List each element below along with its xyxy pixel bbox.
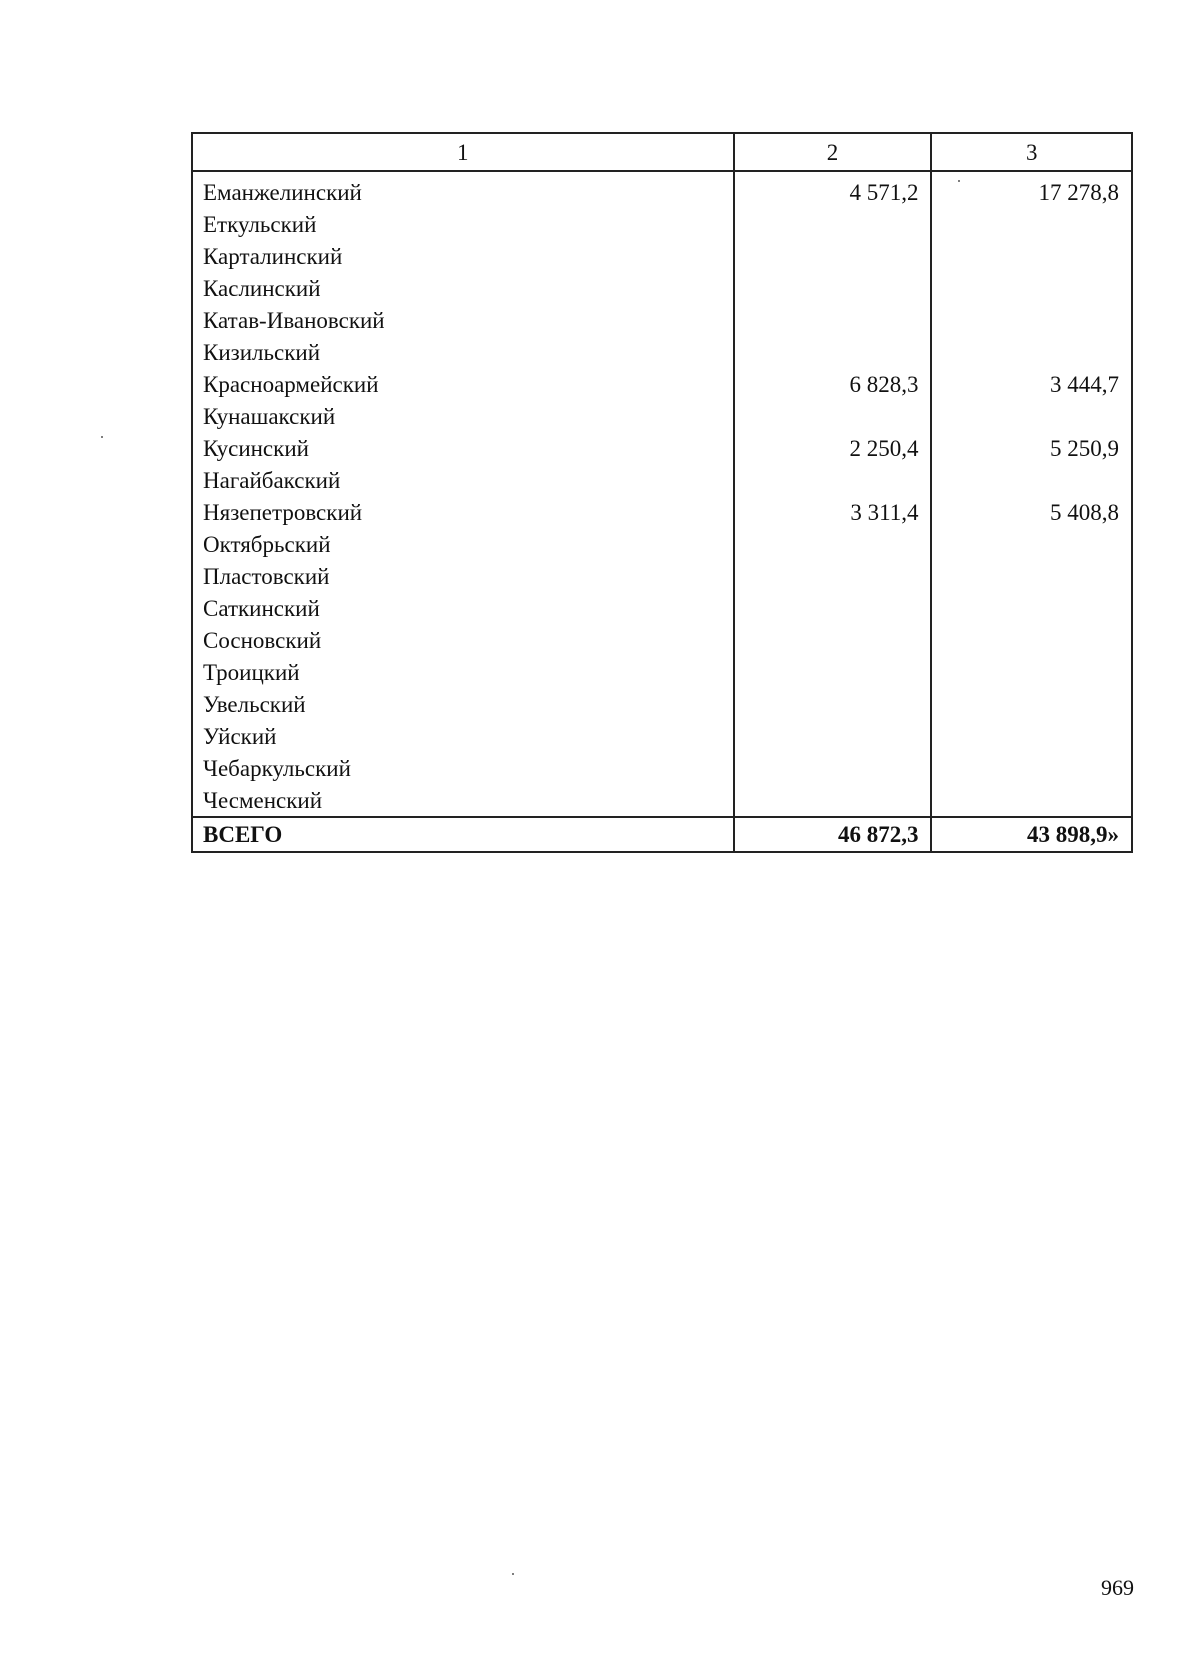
table-row <box>192 432 1132 464</box>
value-col-2 <box>734 464 932 496</box>
district-name: Еманжелинский <box>203 179 362 205</box>
value-col-3 <box>931 464 1132 496</box>
table-row <box>192 752 1132 784</box>
value-col-2 <box>734 688 932 720</box>
district-name: Каслинский <box>203 275 321 301</box>
value-col-3 <box>931 208 1132 240</box>
table-row <box>192 171 1132 208</box>
table-row <box>192 368 1132 400</box>
table-row <box>192 400 1132 432</box>
header-col-2: 2 <box>734 133 932 171</box>
district-name: Кусинский <box>203 435 309 461</box>
value-col-2 <box>734 720 932 752</box>
table-row <box>192 528 1132 560</box>
district-name: Уйский <box>203 723 277 749</box>
value-col-2: 6 828,3 <box>734 368 932 400</box>
value-col-3 <box>931 752 1132 784</box>
table-row <box>192 304 1132 336</box>
value-col-3 <box>931 592 1132 624</box>
district-name: Катав-Ивановский <box>203 307 385 333</box>
value-col-3: 5 408,8 <box>931 496 1132 528</box>
district-name: Красноармейский <box>203 371 379 397</box>
district-name: Октябрьский <box>203 531 331 557</box>
district-name: Кунашакский <box>203 403 336 429</box>
value-col-2: 3 311,4 <box>734 496 932 528</box>
value-col-2 <box>734 336 932 368</box>
value-col-2 <box>734 592 932 624</box>
district-name: Чебаркульский <box>203 755 351 781</box>
value-col-2 <box>734 560 932 592</box>
value-col-3 <box>931 656 1132 688</box>
value-col-3: 5 250,9 <box>931 432 1132 464</box>
table-row <box>192 656 1132 688</box>
value-col-3 <box>931 304 1132 336</box>
value-col-2 <box>734 624 932 656</box>
district-name: Чесменский <box>203 787 323 813</box>
value-col-2 <box>734 208 932 240</box>
value-col-2 <box>734 528 932 560</box>
table-row <box>192 624 1132 656</box>
table-row <box>192 240 1132 272</box>
district-name: Пластовский <box>203 563 330 589</box>
value-col-2 <box>734 240 932 272</box>
total-col-2: 46 872,3 <box>734 817 932 852</box>
value-col-3 <box>931 528 1132 560</box>
district-name: Кизильский <box>203 339 321 365</box>
value-col-3 <box>931 560 1132 592</box>
district-name: Еткульский <box>203 211 317 237</box>
table-row <box>192 592 1132 624</box>
table-row <box>192 208 1132 240</box>
value-col-3 <box>931 784 1132 817</box>
value-col-3 <box>931 400 1132 432</box>
table-row <box>192 496 1132 528</box>
value-col-3 <box>931 336 1132 368</box>
header-col-3: 3 <box>931 133 1132 171</box>
district-name: Нагайбакский <box>203 467 341 493</box>
table-row <box>192 336 1132 368</box>
value-col-2: 4 571,2 <box>734 171 932 208</box>
district-name: Троицкий <box>203 659 300 685</box>
scan-speck <box>958 180 960 182</box>
value-col-2 <box>734 304 932 336</box>
scan-speck <box>101 436 103 438</box>
district-name: Нязепетровский <box>203 499 363 525</box>
header-col-1: 1 <box>192 133 734 171</box>
total-col-3: 43 898,9» <box>931 817 1132 852</box>
table-body <box>192 171 1132 852</box>
district-name: Карталинский <box>203 243 343 269</box>
value-col-2 <box>734 752 932 784</box>
value-col-2: 2 250,4 <box>734 432 932 464</box>
table-row <box>192 688 1132 720</box>
table-header <box>192 133 1132 171</box>
value-col-3: 3 444,7 <box>931 368 1132 400</box>
page-number: 969 <box>1101 1575 1134 1600</box>
table-row <box>192 272 1132 304</box>
value-col-3 <box>931 624 1132 656</box>
value-col-3 <box>931 720 1132 752</box>
table-row <box>192 464 1132 496</box>
value-col-2 <box>734 784 932 817</box>
header-row <box>192 133 1132 171</box>
total-label: ВСЕГО <box>192 817 734 852</box>
table-row <box>192 720 1132 752</box>
value-col-3: 17 278,8 <box>931 171 1132 208</box>
table-row <box>192 560 1132 592</box>
value-col-3 <box>931 272 1132 304</box>
value-col-2 <box>734 656 932 688</box>
scan-speck <box>512 1573 514 1575</box>
district-name: Сосновский <box>203 627 322 653</box>
value-col-3 <box>931 688 1132 720</box>
district-name: Увельский <box>203 691 306 717</box>
value-col-2 <box>734 400 932 432</box>
data-table <box>191 132 1133 853</box>
total-row <box>192 817 1132 852</box>
table-row <box>192 784 1132 817</box>
district-name: Саткинский <box>203 595 320 621</box>
value-col-2 <box>734 272 932 304</box>
value-col-3 <box>931 240 1132 272</box>
